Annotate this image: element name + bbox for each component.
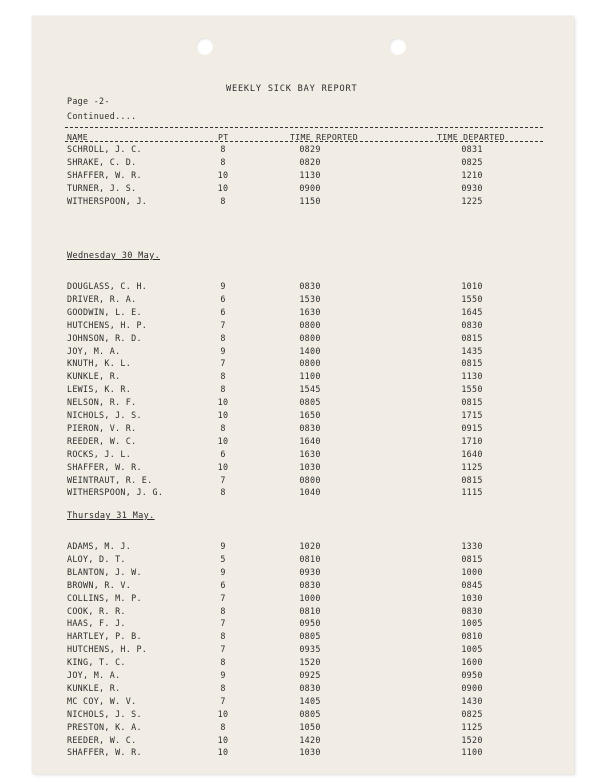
table-row [32,631,574,643]
time-departed-cell: 0815 [461,332,483,343]
time-reported-cell: 1030 [299,461,321,472]
pt-cell: 10 [217,169,229,180]
dashed-rule [65,127,543,128]
patient-name-cell: SHAFFER, W. R. [67,461,142,472]
table-row [32,423,574,435]
pt-cell: 6 [220,293,226,304]
pt-cell: 8 [220,384,226,395]
table-row [32,747,574,759]
time-reported-cell: 0830 [299,281,321,291]
time-reported-cell: 1640 [299,435,321,446]
time-departed-cell: 0900 [461,682,483,693]
pt-cell: 6 [220,579,226,590]
table-row [32,683,574,695]
patient-name-cell: PRESTON, K. A. [67,721,142,732]
patient-name-cell: GOODWIN, L. E. [67,306,142,317]
pt-cell: 8 [220,631,226,642]
time-departed-cell: 0825 [461,156,483,167]
table-row [32,397,574,409]
time-departed-cell: 0815 [461,553,483,564]
time-departed-cell: 0815 [461,474,483,485]
time-reported-cell: 0935 [299,644,321,655]
table-row [32,183,574,195]
table-row [32,567,574,579]
pt-cell: 9 [220,566,226,577]
time-reported-cell: 1040 [299,487,321,498]
patient-name-cell: WITHERSPOON, J. G. [67,487,164,498]
patient-name-cell: PIERON, V. R. [67,422,137,433]
table-row [32,580,574,592]
patient-name-cell: KUNKLE, R. [67,682,121,693]
time-departed-cell: 1210 [461,169,483,180]
patient-name-cell: WITHERSPOON, J. [67,195,148,206]
continued-label: Continued.... [67,111,137,121]
pt-cell: 8 [220,657,226,668]
patient-name-cell: REEDER, W. C. [67,734,137,745]
table-row [32,157,574,169]
table-row [32,735,574,747]
table-row [32,436,574,448]
pt-cell: 10 [217,461,229,472]
pt-cell: 8 [220,682,226,693]
time-reported-cell: 1530 [299,293,321,304]
report-title: WEEKLY SICK BAY REPORT [226,84,358,94]
time-reported-cell: 1520 [299,657,321,668]
table-row [32,196,574,208]
time-reported-cell: 0950 [299,618,321,629]
time-reported-cell: 0805 [299,708,321,719]
patient-name-cell: ADAMS, M. J. [67,541,132,551]
patient-name-cell: SHAFFER, W. R. [67,169,142,180]
time-departed-cell: 1520 [461,734,483,745]
table-row [32,410,574,422]
table-row [32,670,574,682]
pt-cell: 8 [220,195,226,206]
patient-name-cell: BROWN, R. V. [67,579,132,590]
time-reported-cell: 0805 [299,397,321,408]
time-departed-cell: 0825 [461,708,483,719]
patient-name-cell: JOHNSON, R. D. [67,332,142,343]
table-row [32,475,574,487]
time-reported-cell: 1405 [299,695,321,706]
table-row [32,593,574,605]
table-row [32,449,574,461]
table-row [32,541,574,553]
time-reported-cell: 1000 [299,592,321,603]
time-departed-cell: 1435 [461,345,483,356]
page-number: Page -2- [67,96,110,106]
table-row [32,346,574,358]
dashed-rule [65,141,543,142]
patient-name-cell: DOUGLASS, C. H. [67,281,148,291]
time-reported-cell: 1100 [299,371,321,382]
time-reported-cell: 0800 [299,474,321,485]
table-row [32,722,574,734]
time-departed-cell: 1645 [461,306,483,317]
patient-name-cell: SCHROLL, J. C. [67,144,142,154]
time-departed-cell: 1710 [461,435,483,446]
time-departed-cell: 0830 [461,319,483,330]
patient-name-cell: ROCKS, J. L. [67,448,132,459]
pt-cell: 9 [220,345,226,356]
table-row [32,606,574,618]
time-departed-cell: 0930 [461,182,483,193]
patient-name-cell: NICHOLS, J. S. [67,410,142,420]
punch-hole [196,38,213,55]
pt-cell: 7 [220,319,226,330]
time-reported-cell: 0810 [299,605,321,616]
patient-name-cell: BLANTON, J. W. [67,566,142,577]
time-departed-cell: 1125 [461,461,483,472]
patient-name-cell: KUNKLE, R. [67,371,121,382]
pt-cell: 5 [220,553,226,564]
patient-name-cell: HAAS, F. J. [67,618,126,629]
time-departed-cell: 1030 [461,592,483,603]
day-heading: Wednesday 30 May. [67,251,161,261]
time-reported-cell: 1545 [299,384,321,395]
table-row [32,307,574,319]
patient-name-cell: WEINTRAUT, R. E. [67,474,153,485]
time-departed-cell: 1005 [461,644,483,655]
table-row [32,358,574,370]
time-departed-cell: 1125 [461,721,483,732]
time-departed-cell: 1640 [461,448,483,459]
time-departed-cell: 1130 [461,371,483,382]
time-departed-cell: 0845 [461,579,483,590]
patient-name-cell: KNUTH, K. L. [67,358,132,369]
time-reported-cell: 0810 [299,553,321,564]
time-reported-cell: 1020 [299,541,321,551]
time-departed-cell: 1000 [461,566,483,577]
time-departed-cell: 1550 [461,293,483,304]
pt-cell: 8 [220,371,226,382]
time-reported-cell: 0820 [299,156,321,167]
pt-cell: 8 [220,144,226,154]
pt-cell: 10 [217,410,229,420]
table-row [32,462,574,474]
time-reported-cell: 0800 [299,332,321,343]
table-row [32,320,574,332]
pt-cell: 8 [220,422,226,433]
column-header-name: NAME [67,132,88,142]
patient-name-cell: ALOY, D. T. [67,553,126,564]
patient-name-cell: NICHOLS, J. S. [67,708,142,719]
patient-name-cell: MC COY, W. V. [67,695,137,706]
pt-cell: 10 [217,734,229,745]
patient-name-cell: KING, T. C. [67,657,126,668]
time-reported-cell: 0900 [299,182,321,193]
patient-name-cell: SHAFFER, W. R. [67,747,142,758]
table-row [32,696,574,708]
patient-name-cell: REEDER, W. C. [67,435,137,446]
time-departed-cell: 1225 [461,195,483,206]
table-row [32,144,574,156]
time-reported-cell: 1130 [299,169,321,180]
pt-cell: 10 [217,747,229,758]
table-row [32,170,574,182]
pt-cell: 8 [220,156,226,167]
time-reported-cell: 0930 [299,566,321,577]
pt-cell: 8 [220,332,226,343]
time-departed-cell: 1010 [461,281,483,291]
time-departed-cell: 0815 [461,358,483,369]
patient-name-cell: SHRAKE, C. D. [67,156,137,167]
time-departed-cell: 0950 [461,670,483,680]
document-page [32,16,574,774]
time-departed-cell: 0831 [461,144,483,154]
pt-cell: 7 [220,358,226,369]
time-reported-cell: 1630 [299,306,321,317]
time-reported-cell: 0830 [299,682,321,693]
pt-cell: 9 [220,670,226,680]
time-departed-cell: 1115 [461,487,483,498]
pt-cell: 7 [220,695,226,706]
patient-name-cell: COLLINS, M. P. [67,592,142,603]
column-header-pt: PT [218,132,229,142]
time-reported-cell: 1150 [299,195,321,206]
table-row [32,294,574,306]
pt-cell: 10 [217,397,229,408]
table-row [32,487,574,499]
table-row [32,281,574,293]
time-reported-cell: 0805 [299,631,321,642]
time-reported-cell: 0830 [299,422,321,433]
time-departed-cell: 1100 [461,747,483,758]
time-departed-cell: 1600 [461,657,483,668]
time-reported-cell: 1050 [299,721,321,732]
time-departed-cell: 1330 [461,541,483,551]
pt-cell: 10 [217,435,229,446]
time-reported-cell: 1650 [299,410,321,420]
time-departed-cell: 0915 [461,422,483,433]
patient-name-cell: JOY, M. A. [67,345,121,356]
time-departed-cell: 0810 [461,631,483,642]
table-row [32,618,574,630]
time-departed-cell: 1430 [461,695,483,706]
pt-cell: 10 [217,182,229,193]
time-departed-cell: 0815 [461,397,483,408]
table-row [32,554,574,566]
time-reported-cell: 0829 [299,144,321,154]
time-reported-cell: 0800 [299,319,321,330]
pt-cell: 10 [217,708,229,719]
pt-cell: 9 [220,541,226,551]
day-heading: Thursday 31 May. [67,511,155,521]
time-reported-cell: 0925 [299,670,321,680]
table-row [32,657,574,669]
time-reported-cell: 1420 [299,734,321,745]
table-row [32,709,574,721]
column-header-time-reported: TIME REPORTED [290,132,358,142]
patient-name-cell: HUTCHENS, H. P. [67,319,148,330]
pt-cell: 6 [220,448,226,459]
punch-hole [389,38,406,55]
time-reported-cell: 0830 [299,579,321,590]
pt-cell: 7 [220,644,226,655]
table-row [32,384,574,396]
patient-name-cell: HUTCHENS, H. P. [67,644,148,655]
pt-cell: 6 [220,306,226,317]
column-header-time-departed: TIME DEPARTED [437,132,505,142]
patient-name-cell: TURNER, J. S. [67,182,137,193]
time-reported-cell: 1630 [299,448,321,459]
patient-name-cell: COOK, R. R. [67,605,126,616]
patient-name-cell: HARTLEY, P. B. [67,631,142,642]
table-row [32,371,574,383]
patient-name-cell: JOY, M. A. [67,670,121,680]
time-departed-cell: 1715 [461,410,483,420]
time-reported-cell: 0800 [299,358,321,369]
time-departed-cell: 1550 [461,384,483,395]
pt-cell: 7 [220,618,226,629]
pt-cell: 7 [220,474,226,485]
table-row [32,644,574,656]
time-reported-cell: 1030 [299,747,321,758]
patient-name-cell: DRIVER, R. A. [67,293,137,304]
time-departed-cell: 0830 [461,605,483,616]
pt-cell: 8 [220,721,226,732]
patient-name-cell: LEWIS, K. R. [67,384,132,395]
table-row [32,333,574,345]
time-departed-cell: 1005 [461,618,483,629]
pt-cell: 8 [220,605,226,616]
pt-cell: 7 [220,592,226,603]
pt-cell: 8 [220,487,226,498]
time-reported-cell: 1400 [299,345,321,356]
patient-name-cell: NELSON, R. F. [67,397,137,408]
pt-cell: 9 [220,281,226,291]
